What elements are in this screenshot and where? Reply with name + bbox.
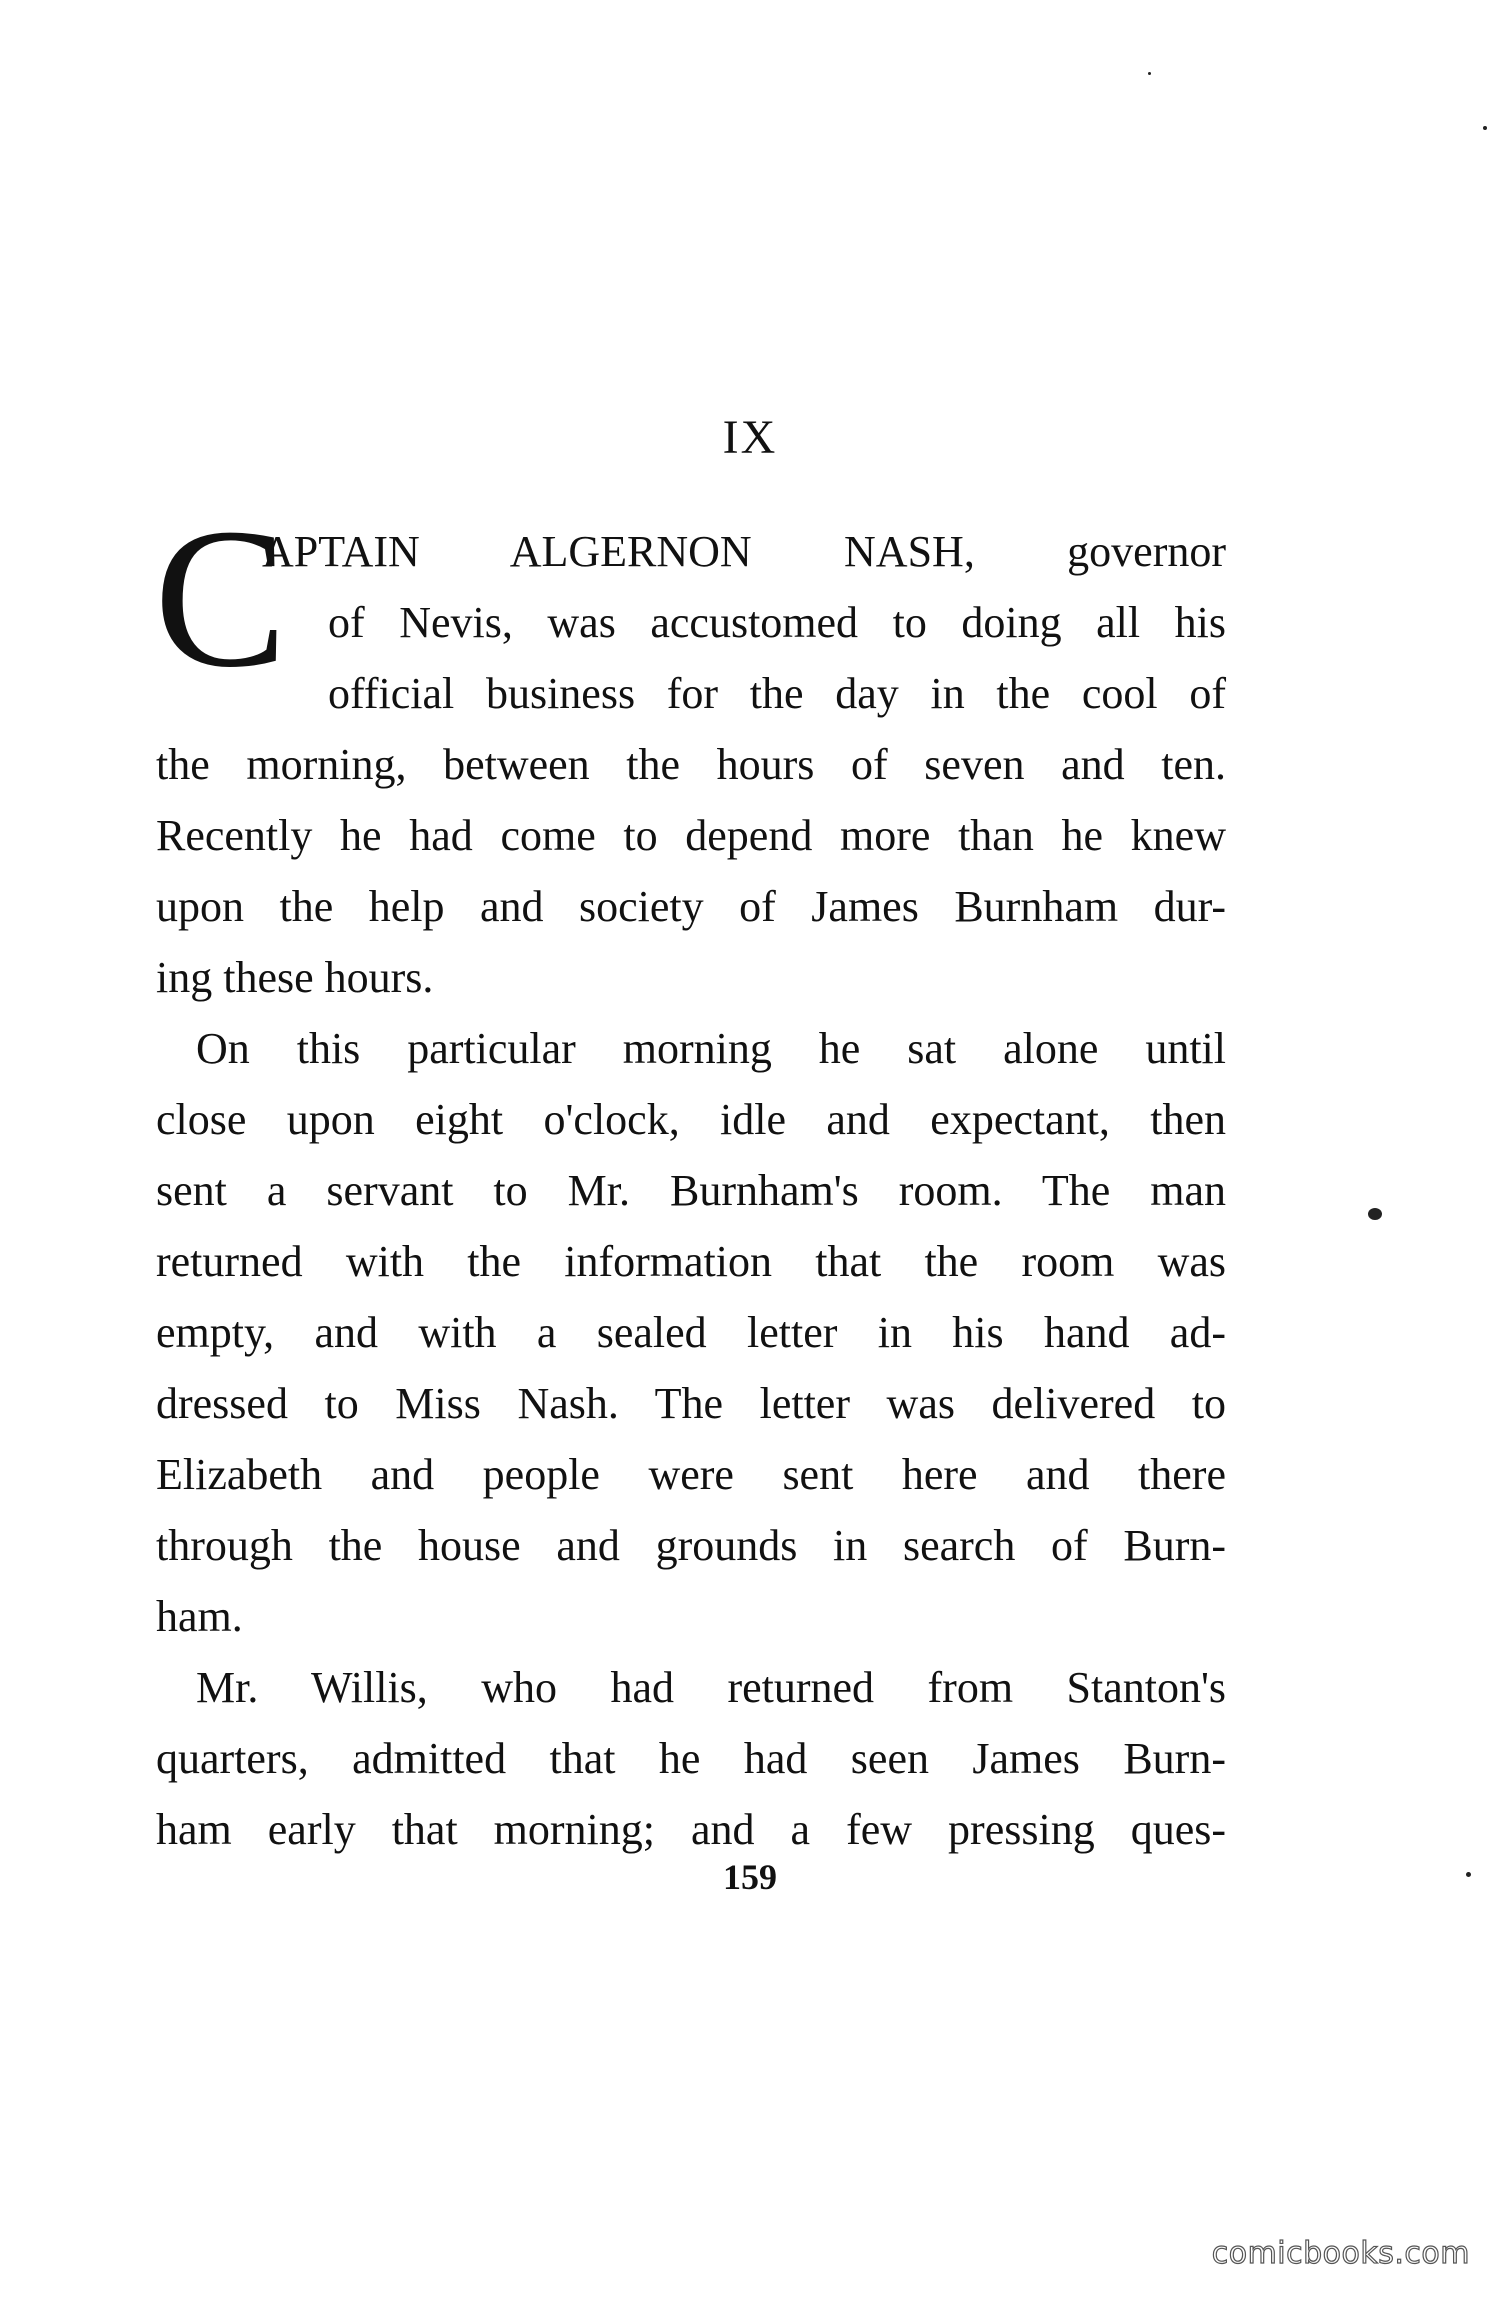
text-line: through the house and grounds in search of Burn- [156,1521,1226,1570]
text-line: the morning, between the hours of seven and ten. [156,740,1226,789]
page-number: 159 [723,1857,777,1897]
text-line: ing these hours. [156,953,434,1002]
ink-speck [1483,126,1487,130]
ink-speck [1148,72,1151,75]
chapter-body [154,488,1226,1865]
ink-speck [1466,1872,1471,1877]
text-line: close upon eight o'clock, idle and expectant, then [156,1095,1226,1144]
text-line: official business for the day in the cool of [328,669,1226,718]
ink-speck [1368,1208,1382,1220]
text-line: Elizabeth and people were sent here and there [156,1450,1226,1499]
drop-cap: C [154,488,288,709]
chapter-number: IX [722,411,778,464]
text-line: Mr. Willis, who had returned from Stanton's [196,1663,1226,1712]
text-line: dressed to Miss Nash. The letter was delivered to [156,1379,1226,1428]
text-line: Recently he had come to depend more than he knew [156,811,1226,860]
text-line: quarters, admitted that he had seen James Burn- [156,1734,1226,1783]
text-line: APTAIN ALGERNON NASH, governor [262,527,1226,576]
text-line: On this particular morning he sat alone until [196,1024,1226,1073]
text-line: upon the help and society of James Burnham dur- [156,882,1226,931]
text-line: ham early that morning; and a few pressing ques- [156,1805,1226,1854]
site-watermark: comicbooks.com [1211,2236,1470,2271]
text-line: of Nevis, was accustomed to doing all his [328,598,1226,647]
text-line: ham. [156,1592,243,1641]
text-line: sent a servant to Mr. Burnham's room. The man [156,1166,1226,1215]
text-line: empty, and with a sealed letter in his hand ad- [156,1308,1226,1357]
text-line: returned with the information that the room was [156,1237,1226,1286]
